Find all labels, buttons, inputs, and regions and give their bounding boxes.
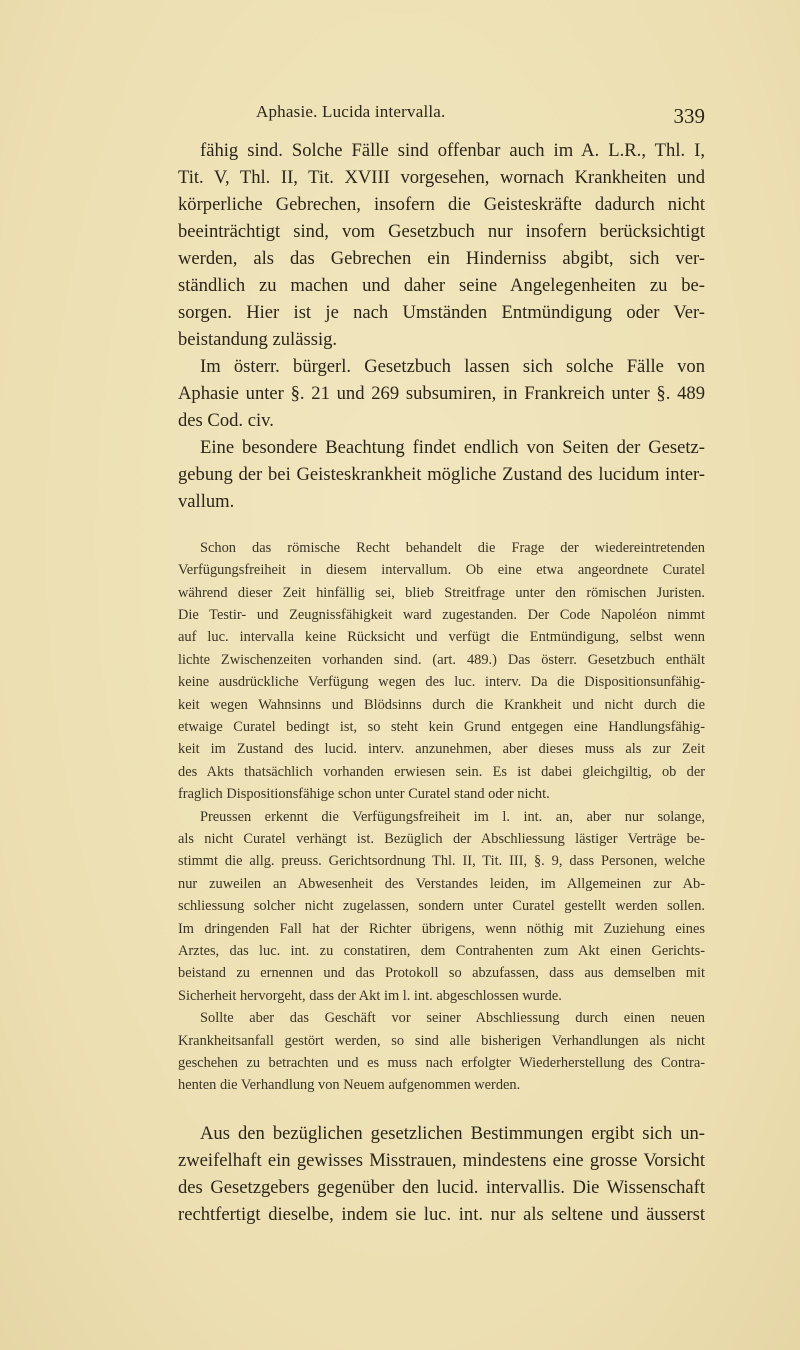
- text-line: fraglich Dispositionsfähige schon unter Curatel stand oder nicht.: [178, 786, 550, 803]
- text-line: Sollte aber das Geschäft vor seiner Abschliessung durch einen neuen: [200, 1010, 705, 1027]
- text-line: Aphasie unter §. 21 und 269 subsumiren, in Frankreich unter §. 489: [178, 382, 705, 404]
- text-line: Sicherheit hervorgeht, dass der Akt im l. int. abgeschlossen wurde.: [178, 987, 562, 1004]
- text-line: ständlich zu machen und daher seine Angelegenheiten zu be-: [178, 274, 705, 296]
- text-line: werden, als das Gebrechen ein Hinderniss abgibt, sich ver-: [178, 247, 705, 269]
- text-line: keit wegen Wahnsinns und Blödsinns durch die Krankheit und nicht durch die: [178, 696, 705, 713]
- text-line: fähig sind. Solche Fälle sind offenbar auch im A. L.R., Thl. I,: [200, 139, 705, 161]
- text-line: keine ausdrückliche Verfügung wegen des luc. interv. Da die Dispositionsunfähig-: [178, 674, 705, 691]
- text-line: während dieser Zeit hinfällig sei, blieb Streitfrage unter den römischen Juristen.: [178, 584, 705, 601]
- text-line: beistandung zulässig.: [178, 328, 338, 350]
- text-line: körperliche Gebrechen, insofern die Geisteskräfte dadurch nicht: [178, 193, 705, 215]
- running-title: Aphasie. Lucida intervalla.: [256, 102, 446, 121]
- text-line: zweifelhaft ein gewisses Misstrauen, mindestens eine grosse Vorsicht: [178, 1149, 705, 1171]
- text-line: Arztes, das luc. int. zu constatiren, dem Contrahenten zum Akt einen Gerichts-: [178, 943, 705, 959]
- text-line: Schon das römische Recht behandelt die Frage der wiedereintretenden: [200, 539, 705, 556]
- text-line: rechtfertigt dieselbe, indem sie luc. int. nur als seltene und äusserst: [178, 1203, 705, 1225]
- page-number: 339: [673, 104, 705, 128]
- text-line: beeinträchtigt sind, vom Gesetzbuch nur insofern berücksichtigt: [178, 220, 705, 242]
- text-line: stimmt die allg. preuss. Gerichtsordnung Thl. II, Tit. III, §. 9, dass Personen, welche: [178, 853, 705, 870]
- text-line: Verfügungsfreiheit in diesem intervallum. Ob eine etwa angeordnete Curatel: [178, 562, 705, 579]
- text-line: auf luc. intervalla keine Rücksicht und verfügt die Entmündigung, selbst wenn: [178, 629, 705, 646]
- text-line: keit im Zustand des lucid. interv. anzunehmen, aber dieses muss als zur Zeit: [178, 741, 705, 758]
- text-line: Tit. V, Thl. II, Tit. XVIII vorgesehen, wornach Krankheiten und: [178, 166, 705, 188]
- text-line: Aus den bezüglichen gesetzlichen Bestimmungen ergibt sich un-: [200, 1122, 705, 1144]
- text-line: henten die Verhandlung von Neuem aufgenommen werden.: [178, 1077, 521, 1094]
- text-line: geschehen zu betrachten und es muss nach erfolgter Wiederherstellung des Contra-: [178, 1055, 705, 1071]
- text-line: Eine besondere Beachtung findet endlich von Seiten der Gesetz-: [200, 436, 705, 458]
- text-line: des Cod. civ.: [178, 409, 274, 431]
- text-line: Preussen erkennt die Verfügungsfreiheit im l. int. an, aber nur solange,: [200, 808, 705, 825]
- text-line: gebung der bei Geisteskrankheit mögliche Zustand des lucidum inter-: [178, 463, 705, 485]
- text-line: beistand zu ernennen und das Protokoll so abzufassen, dass aus demselben mit: [178, 965, 705, 982]
- text-line: Krankheitsanfall gestört werden, so sind alle bisherigen Verhandlungen als nicht: [178, 1032, 705, 1049]
- text-line: nur zuweilen an Abwesenheit des Verstandes leiden, im Allgemeinen zur Ab-: [178, 875, 705, 892]
- text-line: Im dringenden Fall hat der Richter übrigens, wenn nöthig mit Zuziehung eines: [178, 920, 705, 937]
- text-line: lichte Zwischenzeiten vorhanden sind. (art. 489.) Das österr. Gesetzbuch enthält: [178, 651, 705, 668]
- text-line: Im österr. bürgerl. Gesetzbuch lassen sich solche Fälle von: [200, 355, 705, 377]
- text-line: des Akts thatsächlich vorhanden erwiesen sein. Es ist dabei gleichgiltig, ob der: [178, 763, 705, 780]
- text-line: als nicht Curatel verhängt ist. Bezüglich der Abschliessung lästiger Verträge be-: [178, 831, 705, 847]
- text-line: sorgen. Hier ist je nach Umständen Entmündigung oder Ver-: [178, 301, 705, 323]
- text-line: schliessung solcher nicht zugelassen, sondern unter Curatel gestellt werden sollen.: [178, 898, 705, 915]
- page-header: [178, 102, 705, 128]
- text-line: etwaige Curatel bedingt ist, so steht kein Grund entgegen eine Handlungsfähig-: [178, 719, 705, 735]
- text-line: des Gesetzgebers gegenüber den lucid. intervallis. Die Wissenschaft: [178, 1176, 705, 1198]
- text-line: Die Testir- und Zeugnissfähigkeit ward zugestanden. Der Code Napoléon nimmt: [178, 607, 705, 623]
- text-line: vallum.: [178, 490, 235, 512]
